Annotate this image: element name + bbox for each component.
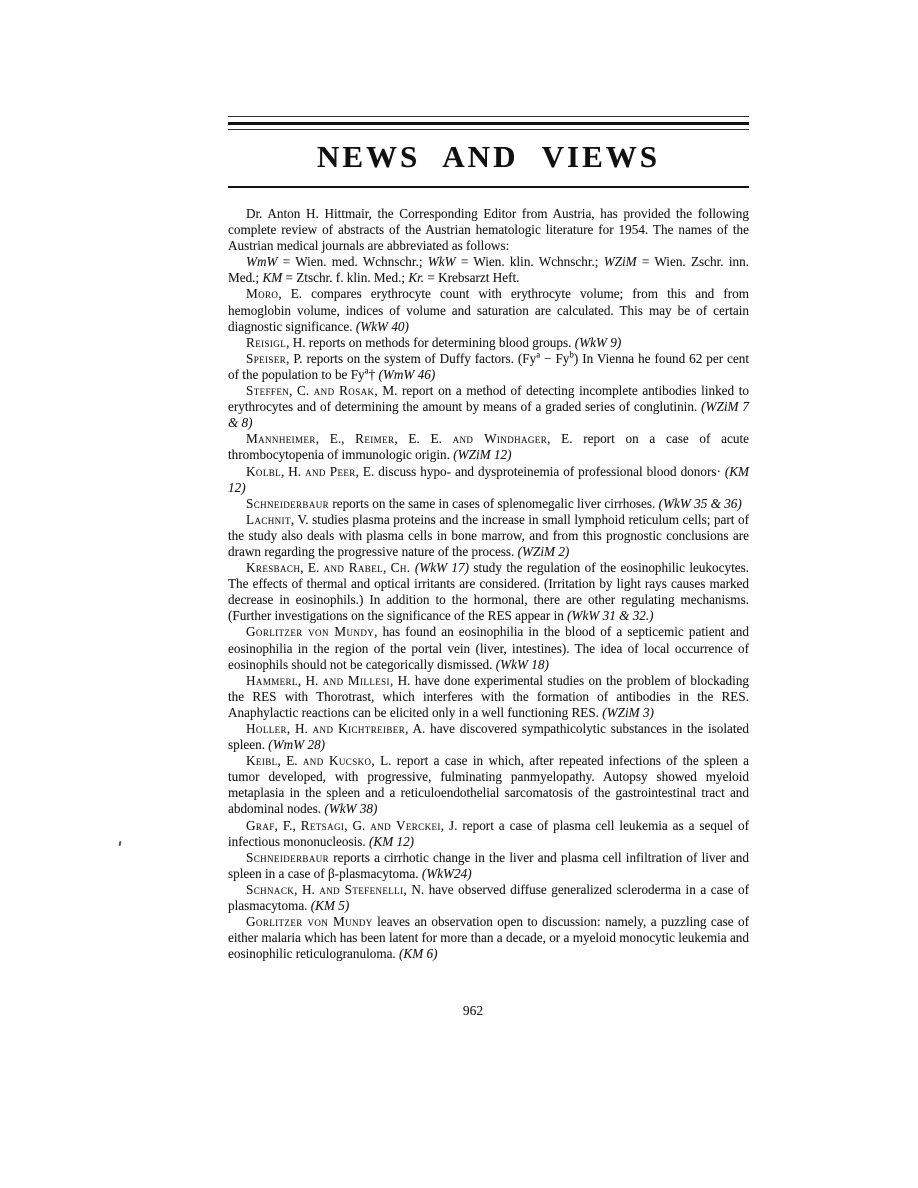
text-run: , E.	[277, 753, 303, 769]
journal-citation: (WkW 18)	[495, 656, 549, 672]
paragraph	[228, 383, 749, 431]
paragraph	[228, 753, 749, 817]
author-name: Gorlitzer von Mundy	[246, 624, 375, 640]
text-run: , N. have observed diffuse generalized scleroderma in a case of plasmacytoma.	[228, 881, 749, 914]
paragraph	[228, 721, 749, 753]
journal-citation: KM	[262, 270, 283, 286]
text-run: = Ztschr. f. klin. Med.;	[282, 270, 409, 286]
text-run: , P. reports on the system of Duffy factors. (Fy	[286, 350, 537, 366]
paragraph	[228, 560, 749, 624]
text-run: study the regulation of the eosinophilic leukocytes. The effects of thermal and optical irritants are considered. (Irritation by light rays causes marked decrease in eosinophils.) In addition to the hormonal, there are other regulating mechanisms. (Further investigations on the significance of the RES appear in	[228, 560, 750, 624]
text-run: leaves an observation open to discussion: namely, a puzzling case of either malaria which has been latent for more than a decade, or a myeloid monocytic leukemia and eosinophilic reticulogranuloma.	[228, 914, 749, 962]
author-name: Moro	[246, 286, 279, 302]
author-name: Lachnit	[246, 511, 291, 527]
text-run	[473, 431, 484, 446]
journal-citation: Kr.	[408, 270, 425, 286]
paragraph	[228, 882, 749, 914]
author-name: Mannheimer	[246, 431, 316, 447]
header-top-rule-thick	[228, 122, 749, 125]
author-name: and	[313, 383, 335, 399]
paragraph	[228, 818, 749, 850]
author-name: Reimer	[355, 431, 395, 447]
text-run: = Wien. klin. Wchnschr.;	[455, 254, 604, 270]
text-run: , F.,	[274, 817, 301, 833]
superscript: a	[364, 365, 369, 376]
author-name: and	[322, 672, 344, 688]
text-run: , H. have done experimental studies on the problem of blockading the RES with Thorotrast, which interferes with the formation of antibodies in the RES. Anaphylactic reactions can be elicited only in a well functioning RES.	[228, 672, 750, 720]
text-run: , A. have discovered sympathicolytic substances in the isolated spleen.	[228, 721, 749, 753]
journal-citation: (WkW 17)	[414, 560, 470, 576]
paragraph	[228, 496, 749, 512]
text-run: †	[368, 366, 379, 382]
text-run: , E. discuss hypo- and dysproteinemia of professional blood donors·	[355, 463, 725, 479]
author-name: Schneiderbaur	[246, 849, 330, 865]
text-run: , E.,	[315, 431, 356, 447]
author-name: Kolbl	[246, 463, 282, 479]
scan-speck-mark	[119, 841, 122, 846]
journal-citation: (WkW 35 & 36)	[658, 495, 742, 511]
author-name: Keibl	[246, 753, 278, 769]
text-run: , H.	[286, 721, 313, 736]
text-run: = Wien. med. Wchnschr.;	[277, 254, 428, 270]
text-run: = Wien. Zschr. inn. Med.;	[228, 254, 749, 286]
article-header	[228, 116, 749, 188]
text-run: , H.	[297, 672, 323, 688]
author-name: and	[323, 560, 345, 576]
page-number: 962	[462, 1003, 484, 1018]
paragraph	[228, 335, 749, 351]
author-name: Retsagi	[300, 817, 345, 833]
paragraph	[228, 206, 749, 254]
author-name: Kucsko	[328, 753, 372, 769]
author-name: Schneiderbaur	[246, 495, 330, 511]
text-run: Dr. Anton H. Hittmair, the Corresponding Editor from Austria, has provided the following complete review of abstracts of the Austrian hematologic literature for 1954. The names of the Austrian medical journals are abbreviated as follows:	[228, 206, 749, 254]
text-run: , H. reports on methods for determining blood groups.	[286, 334, 575, 350]
author-name: and	[312, 721, 334, 736]
author-name: and	[319, 881, 341, 897]
paragraph	[228, 464, 749, 496]
journal-citation: (WZiM 7 & 8)	[228, 399, 749, 431]
paragraph	[228, 624, 749, 672]
paragraph	[228, 431, 749, 463]
paragraph	[228, 254, 749, 286]
journal-citation: WkW	[427, 254, 456, 270]
journal-citation: (WmW 46)	[378, 366, 436, 382]
text-run: , M. report on a method of detecting incomplete antibodies linked to erythrocytes and of determining the amount by means of a graded series of conglutinin.	[228, 383, 749, 415]
text-run: , E. report on a case of acute thrombocytopenia of immunologic origin.	[228, 431, 749, 463]
author-name: Schnack	[246, 881, 295, 897]
journal-citation: (KM 12)	[369, 833, 415, 849]
journal-citation: (KM 6)	[399, 946, 438, 962]
paragraph	[228, 512, 749, 560]
author-name: Graf	[246, 817, 275, 833]
text-run: − Fy	[540, 350, 570, 366]
paragraph	[228, 286, 749, 334]
header-bottom-rule	[228, 186, 749, 188]
author-name: and	[452, 431, 474, 447]
author-name: Ch.	[390, 560, 411, 576]
author-name: Rosak	[339, 383, 375, 399]
journal-citation: WZiM	[603, 254, 637, 270]
paragraph	[228, 914, 749, 962]
journal-citation: (WkW24)	[421, 865, 472, 881]
author-name: Hammerl	[246, 672, 298, 688]
author-name: Kichtreiber	[338, 721, 406, 736]
text-run: , E. compares erythrocyte count with erythrocyte volume; from this and from hemoglobin volume, indices of volume and saturation are calculated. This may be of certain diagnostic significance.	[228, 286, 749, 334]
author-name: Reisigl	[246, 334, 287, 350]
text-run: , G.	[344, 817, 371, 833]
author-name: Holler	[246, 721, 287, 736]
author-name: and	[370, 817, 391, 833]
journal-citation: (WkW 38)	[324, 801, 378, 817]
paragraph	[228, 850, 749, 882]
journal-citation: (WkW 40)	[355, 318, 409, 334]
author-name: Steffen	[246, 383, 290, 399]
text-run: ,	[383, 560, 391, 576]
article-body	[228, 206, 749, 962]
author-name: Peer	[329, 463, 356, 479]
journal-citation: (WZiM 2)	[517, 543, 570, 559]
journal-citation: (WkW 9)	[574, 334, 622, 350]
journal-citation: (WmW 28)	[268, 737, 326, 753]
author-name: Verckei	[395, 817, 441, 833]
author-name: Speiser	[246, 350, 287, 366]
author-name: Rabel	[348, 560, 383, 576]
text-run: , L. report a case in which, after repeated infections of the spleen a tumor developed, with progressive, fulminating panmyelopathy. Autopsy showed myeloid metaplasia in the spleen and a reticuloendothelial sarcomatosis of the gastrointestinal tract and abdominal nodes.	[228, 753, 749, 817]
author-name: Stefenelli	[344, 881, 404, 897]
text-run: , E.	[300, 560, 324, 576]
author-name: and	[305, 463, 326, 479]
text-run: ) In Vienna he found 62 per cent of the population to be Fy	[228, 350, 749, 382]
author-name: Kresbach	[246, 560, 301, 576]
page-title: NEWS AND VIEWS	[316, 139, 661, 174]
text-run: , E. E.	[394, 431, 453, 447]
text-run: , has found an eosinophilia in the blood of a septicemic patient and eosinophilia in the region of the portal vein (liver, intestines). The idea of local occurrence of eosinophils should not be categorically dismissed.	[228, 624, 749, 672]
paragraph	[228, 351, 749, 383]
journal-citation: (KM 12)	[228, 463, 749, 495]
author-name: Gorlitzer von Mundy	[246, 914, 373, 930]
text-run: reports on the same in cases of splenomegalic liver cirrhoses.	[329, 495, 659, 511]
paragraph	[228, 673, 749, 721]
author-name: Millesi	[347, 672, 390, 688]
header-top-rule-thin-1	[228, 116, 749, 117]
journal-citation: (WZiM 12)	[453, 447, 512, 463]
text-run: , H.	[281, 463, 306, 479]
text-run: , V. studies plasma proteins and the increase in small lymphoid reticulum cells; part of the study also deals with plasma cells in bone marrow, and from this prognostic conclusions are drawn regarding the progressive nature of the process.	[228, 511, 749, 559]
journal-citation: WmW	[246, 254, 278, 270]
text-run: reports a cirrhotic change in the liver and plasma cell infiltration of liver and spleen in a case of β-plasmacytoma.	[228, 849, 749, 881]
journal-citation: (KM 5)	[310, 898, 350, 914]
journal-citation: (WkW 31 & 32.)	[567, 608, 654, 624]
author-name: and	[302, 753, 324, 769]
text-run: = Krebsarzt Heft.	[424, 270, 520, 286]
author-name: Windhager	[484, 431, 548, 447]
text-run: , H.	[294, 881, 320, 897]
journal-citation: (WZiM 3)	[602, 704, 654, 720]
superscript: b	[569, 349, 574, 360]
text-run: , J. report a case of plasma cell leukemia as a sequel of infectious mononucleosis.	[228, 817, 750, 849]
text-run: , C.	[289, 383, 314, 399]
superscript: a	[536, 349, 541, 360]
